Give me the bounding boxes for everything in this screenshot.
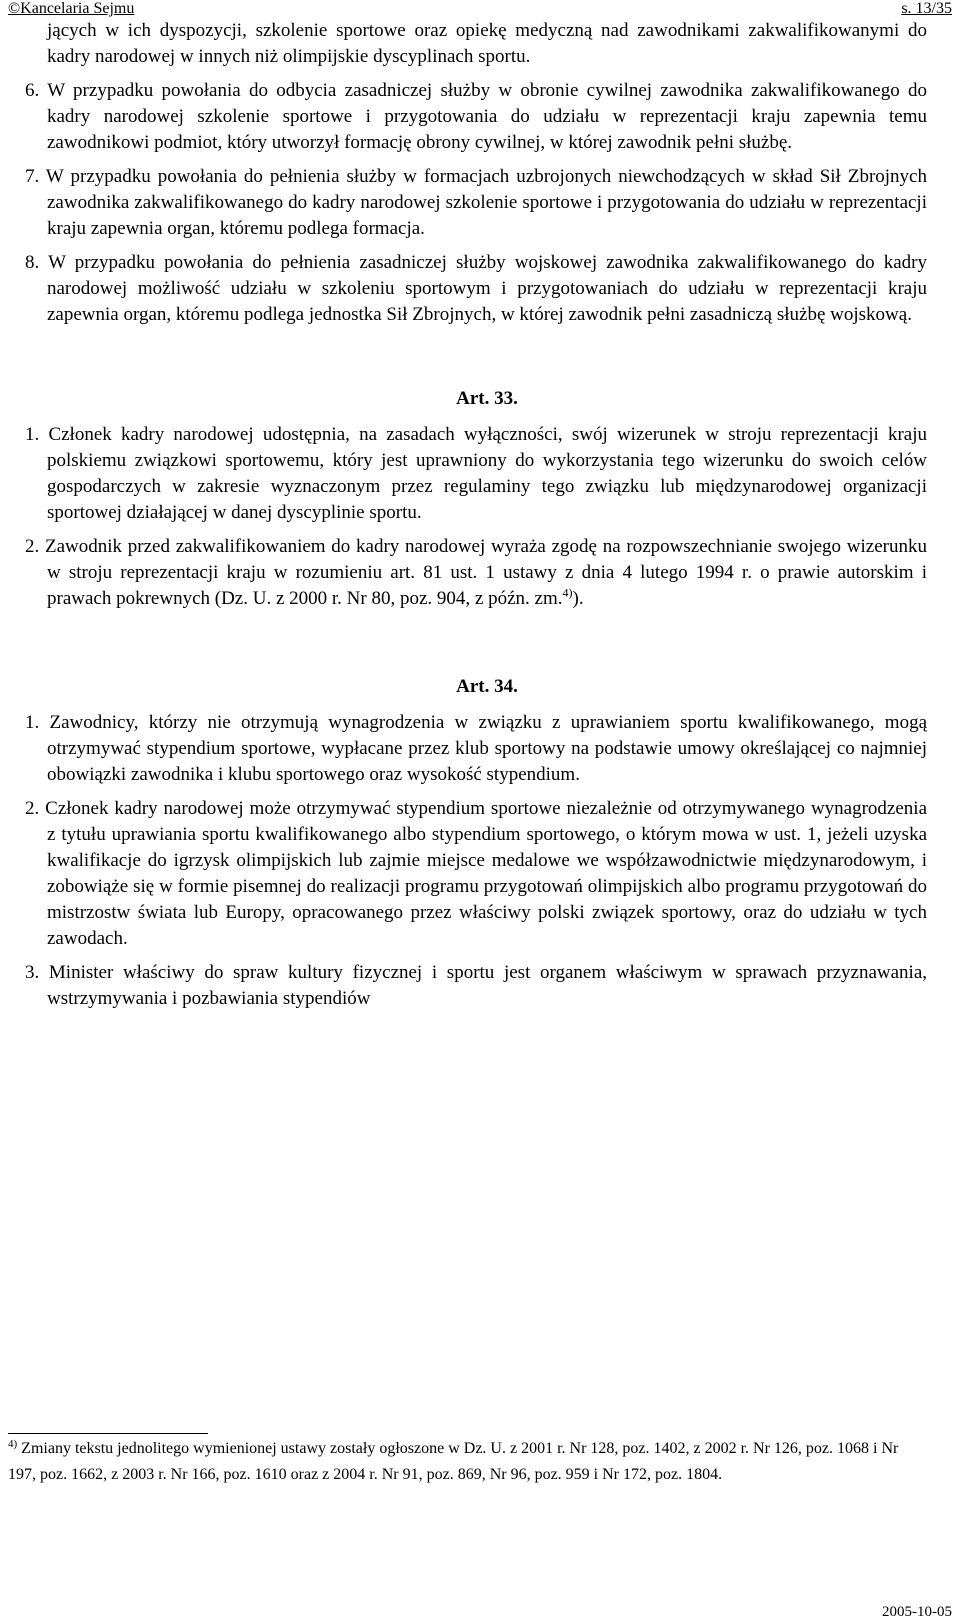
- item-7: [25, 164, 927, 242]
- footnote: [8, 1436, 908, 1488]
- art34-item-2: [25, 796, 927, 952]
- item-6: [25, 78, 927, 156]
- item-text: W przypadku powołania do odbycia zasadniczej służby w obronie cywilnej zawodnika zakwalifikowanego do kadry narodowej szkolenie sportowe i przygotowania do udziału w reprezentacji kraju zapewnia temu zawodnikowi podmiot, który utworzył formację obrony cywilnej, w której zawodnik pełni służbę.: [47, 80, 927, 153]
- item-text-tail: ).: [572, 588, 584, 609]
- item-number: 3.: [25, 962, 40, 983]
- item-number: 8.: [25, 252, 40, 273]
- footnote-separator: [8, 1433, 208, 1434]
- page-number: s. 13/35: [901, 0, 952, 17]
- item-text: Zawodnik przed zakwalifikowaniem do kadry narodowej wyraża zgodę na rozpowszechnianie swojego wizerunku w stroju reprezentacji kraju w rozumieniu art. 81 ust. 1 ustawy z dnia 4 lutego 1994 r. o prawie autorskim i prawach pokrewnych (Dz. U. z 2000 r. Nr 80, poz. 904, z późn. zm.: [45, 536, 928, 609]
- art34-item-1: [25, 710, 927, 788]
- header-source: ©Kancelaria Sejmu: [8, 0, 135, 17]
- item-text: Członek kadry narodowej może otrzymywać stypendium sportowe niezależnie od otrzymywanego wynagrodzenia z tytułu uprawiania sportu kwalifikowanego albo stypendium sportowego, o którym mowa w ust. 1, jeżeli uzyska kwalifikacje do igrzysk olimpijskich lub zajmie miejsce medalowe we współzawodnictwie międzynarodowym, i zobowiąże się w formie pisemnej do realizacji programu przygotowań olimpijskich albo programu przygotowań do mistrzostw świata lub Europy, opracowanego przez właściwy polski związek sportowy, oraz do udziału w tych zawodach.: [45, 798, 928, 949]
- item-number: 1.: [25, 712, 40, 733]
- item-text: W przypadku powołania do pełnienia zasadniczej służby wojskowej zawodnika zakwalifikowanego do kadry narodowej możliwość udziału w szkoleniu sportowym i przygotowaniach do udziału w reprezentacji kraju zapewnia organ, któremu podlega jednostka Sił Zbrojnych, w której zawodnik pełni zasadniczą służbę wojskową.: [47, 252, 927, 325]
- item-text: Członek kadry narodowej udostępnia, na zasadach wyłączności, swój wizerunek w stroju reprezentacji kraju polskiemu związkowi sportowemu, który jest uprawniony do wykorzystania tego wizerunku do swoich celów gospodarczych w zakresie wyznaczonym przez regulaminy tego związku lub międzynarodowej organizacji sportowej działającej w danej dyscyplinie sportu.: [47, 424, 927, 523]
- item-text: Minister właściwy do spraw kultury fizycznej i sportu jest organem właściwym w sprawach przyznawania, wstrzymywania i pozbawiania stypendiów: [47, 962, 927, 1009]
- footnote-reference: 4): [562, 585, 573, 600]
- item-number: 1.: [25, 424, 40, 445]
- item-number: 6.: [25, 80, 40, 101]
- document-body: [25, 18, 928, 1012]
- article-34-heading: Art. 34.: [456, 676, 518, 697]
- document-date: 2005-10-05: [882, 1604, 952, 1620]
- art34-item-3: [25, 960, 927, 1012]
- art33-item-2: [25, 534, 927, 612]
- footnote-mark: 4): [8, 1437, 18, 1450]
- item-number: 2.: [25, 798, 40, 819]
- item-number: 2.: [25, 536, 40, 557]
- footnote-text: Zmiany tekstu jednolitego wymienionej ustawy zostały ogłoszone w Dz. U. z 2001 r. Nr 128, poz. 1402, z 2002 r. Nr 126, poz. 1068 i Nr 197, poz. 1662, z 2003 r. Nr 166, poz. 1610 oraz z 2004 r. Nr 91, poz. 869, Nr 96, poz. 959 i Nr 172, poz. 1804.: [8, 1440, 899, 1483]
- continuation-paragraph: jących w ich dyspozycji, szkolenie sportowe oraz opiekę medyczną nad zawodnikami zakwalifikowanymi do kadry narodowej w innych niż olimpijskie dyscyplinach sportu.: [47, 20, 927, 67]
- item-8: [25, 250, 927, 328]
- item-number: 7.: [25, 166, 40, 187]
- art33-item-1: [25, 422, 927, 526]
- article-33-heading: Art. 33.: [456, 388, 518, 409]
- item-text: W przypadku powołania do pełnienia służby w formacjach uzbrojonych niewchodzących w skład Sił Zbrojnych zawodnika zakwalifikowanego do kadry narodowej szkolenie sportowe i przygotowania do udziału w reprezentacji kraju zapewnia organ, któremu podlega formacja.: [45, 166, 927, 239]
- item-text: Zawodnicy, którzy nie otrzymują wynagrodzenia w związku z uprawianiem sportu kwalifikowanego, mogą otrzymywać stypendium sportowe, wypłacane przez klub sportowy na podstawie umowy określającej co najmniej obowiązki zawodnika i klubu sportowego oraz wysokość stypendium.: [47, 712, 927, 785]
